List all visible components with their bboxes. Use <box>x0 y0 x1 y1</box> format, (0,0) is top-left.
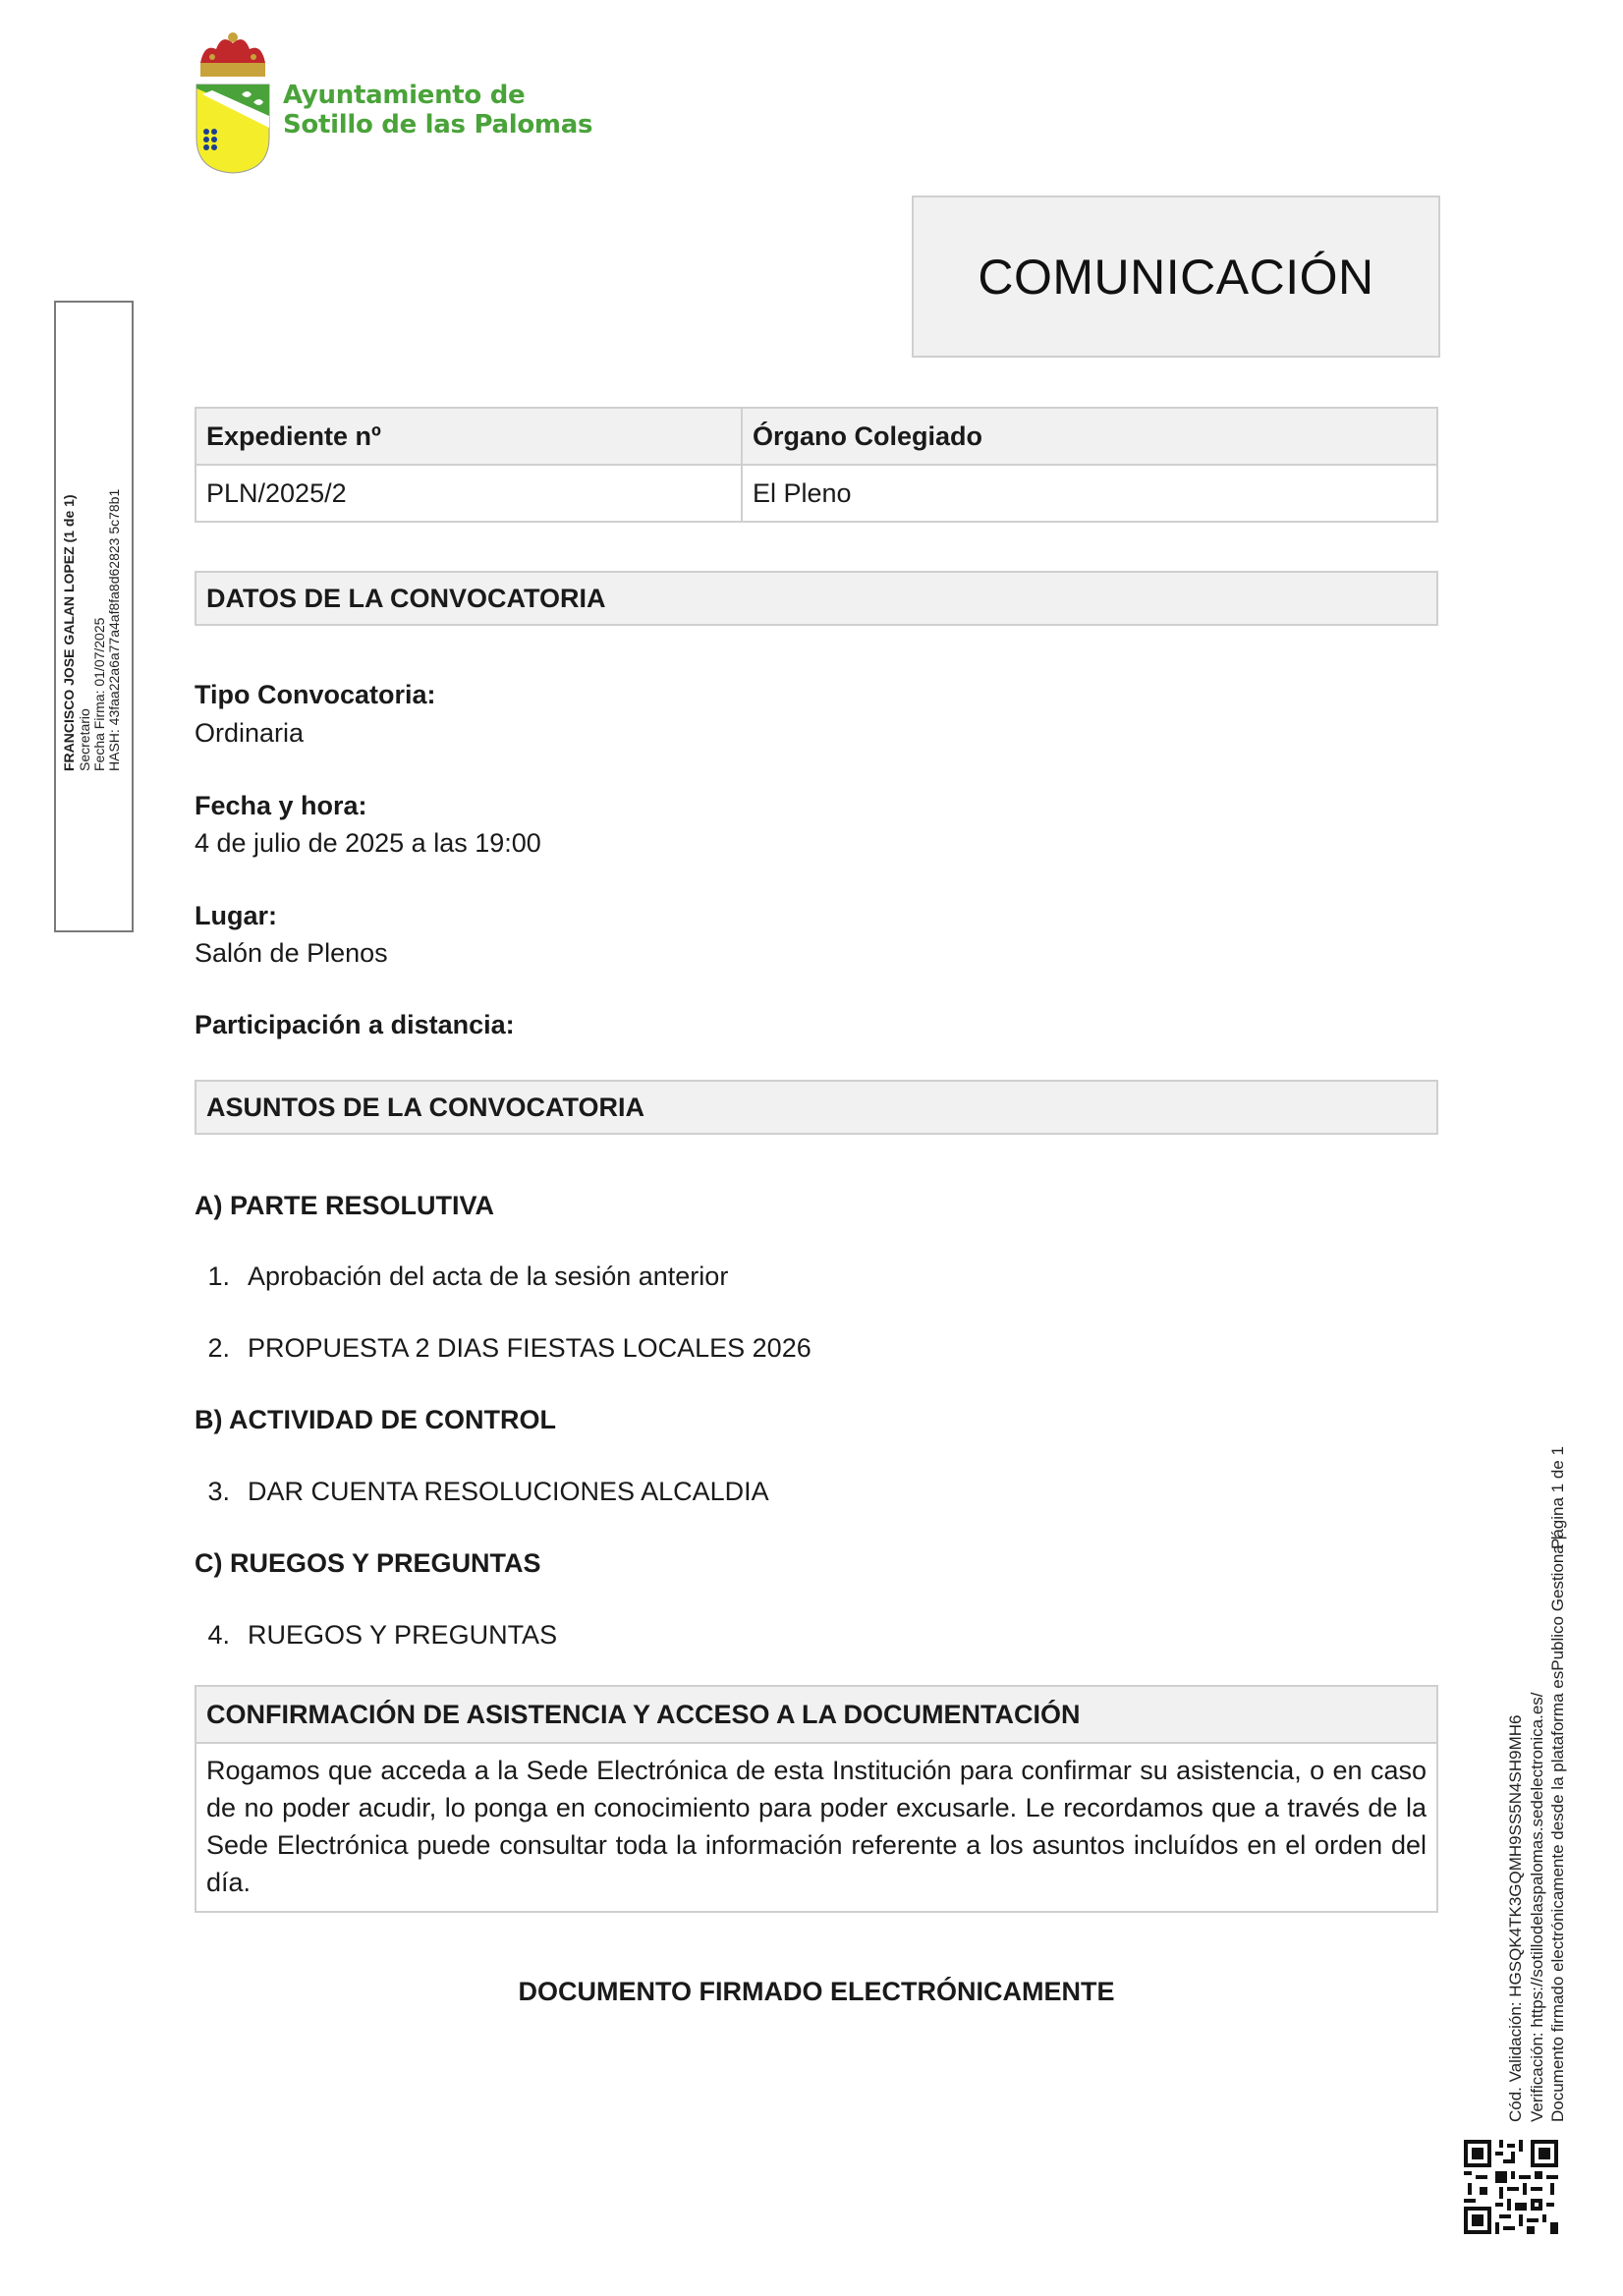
qr-code-icon <box>1464 2140 1558 2234</box>
asuntos-heading: ASUNTOS DE LA CONVOCATORIA <box>195 1080 1438 1135</box>
participacion-label: Participación a distancia: <box>195 1010 515 1039</box>
page-number: Página 1 de 1 <box>1548 1446 1567 1549</box>
datos-heading: DATOS DE LA CONVOCATORIA <box>195 571 1438 626</box>
item-number: 1. <box>207 1261 230 1291</box>
signed-footer: DOCUMENTO FIRMADO ELECTRÓNICAMENTE <box>518 1977 1115 2006</box>
organo-header: Órgano Colegiado <box>742 408 1437 465</box>
part-b-heading: B) ACTIVIDAD DE CONTROL <box>195 1405 556 1434</box>
item-text: Aprobación del acta de la sesión anterior <box>248 1261 729 1291</box>
item-text: PROPUESTA 2 DIAS FIESTAS LOCALES 2026 <box>248 1333 812 1363</box>
list-item <box>195 1261 728 1292</box>
expediente-table <box>195 407 1438 523</box>
part-a-heading: A) PARTE RESOLUTIVA <box>195 1191 495 1220</box>
list-item <box>195 1333 812 1364</box>
item-number: 4. <box>207 1620 230 1650</box>
expediente-value: PLN/2025/2 <box>196 465 742 522</box>
coat-of-arms-icon <box>193 29 273 177</box>
lugar-value: Salón de Plenos <box>195 938 388 968</box>
confirmation-box <box>195 1685 1438 1913</box>
confirmation-heading: CONFIRMACIÓN DE ASISTENCIA Y ACCESO A LA DOCUMENTACIÓN <box>196 1687 1436 1744</box>
table-header-row <box>196 408 1437 465</box>
list-item <box>195 1620 557 1651</box>
table-row <box>196 465 1437 522</box>
lugar-label: Lugar: <box>195 901 277 930</box>
item-text: DAR CUENTA RESOLUCIONES ALCALDIA <box>248 1477 769 1506</box>
title-box <box>912 196 1440 358</box>
fecha-value: 4 de julio de 2025 a las 19:00 <box>195 828 541 858</box>
platform-note: Documento firmado electrónicamente desde la plataforma esPublico Gestiona | <box>1548 1536 1567 2122</box>
item-text: RUEGOS Y PREGUNTAS <box>248 1620 558 1650</box>
signature-date: Fecha Firma: 01/07/2025 <box>91 617 107 771</box>
part-c-heading: C) RUEGOS Y PREGUNTAS <box>195 1548 541 1578</box>
document-title: COMUNICACIÓN <box>978 249 1374 305</box>
validation-code: Cód. Validación: HGSQK4TK3GQMH9SS5N4SH9MH6 <box>1506 1714 1525 2122</box>
municipality-name-line1: Ayuntamiento de <box>283 81 526 110</box>
fecha-label: Fecha y hora: <box>195 791 367 820</box>
municipality-name-line2: Sotillo de las Palomas <box>283 110 593 140</box>
signature-hash: HASH: 43faa22a6a77a4af8fa8d62823 5c78b1 <box>106 488 122 771</box>
verification-link[interactable]: Verificación: https://sotillodelaspalomas.sedelectronica.es/ <box>1528 1692 1546 2122</box>
signer-role: Secretario <box>77 708 92 771</box>
expediente-header: Expediente nº <box>196 408 742 465</box>
list-item <box>195 1477 769 1507</box>
signer-name: FRANCISCO JOSE GALAN LOPEZ (1 de 1) <box>61 494 77 771</box>
tipo-value: Ordinaria <box>195 718 305 748</box>
item-number: 2. <box>207 1333 230 1363</box>
tipo-label: Tipo Convocatoria: <box>195 680 436 709</box>
item-number: 3. <box>207 1477 230 1506</box>
organo-value: El Pleno <box>742 465 1437 522</box>
confirmation-body: Rogamos que acceda a la Sede Electrónica de esta Institución para confirmar su asistencia, o en caso de no poder acudir, lo ponga en conocimiento para poder excusarle. Le recordamos que a través de la Sede Electrónica puede consultar toda la información referente a los asuntos incluídos en el orden del día. <box>206 1756 1427 1897</box>
